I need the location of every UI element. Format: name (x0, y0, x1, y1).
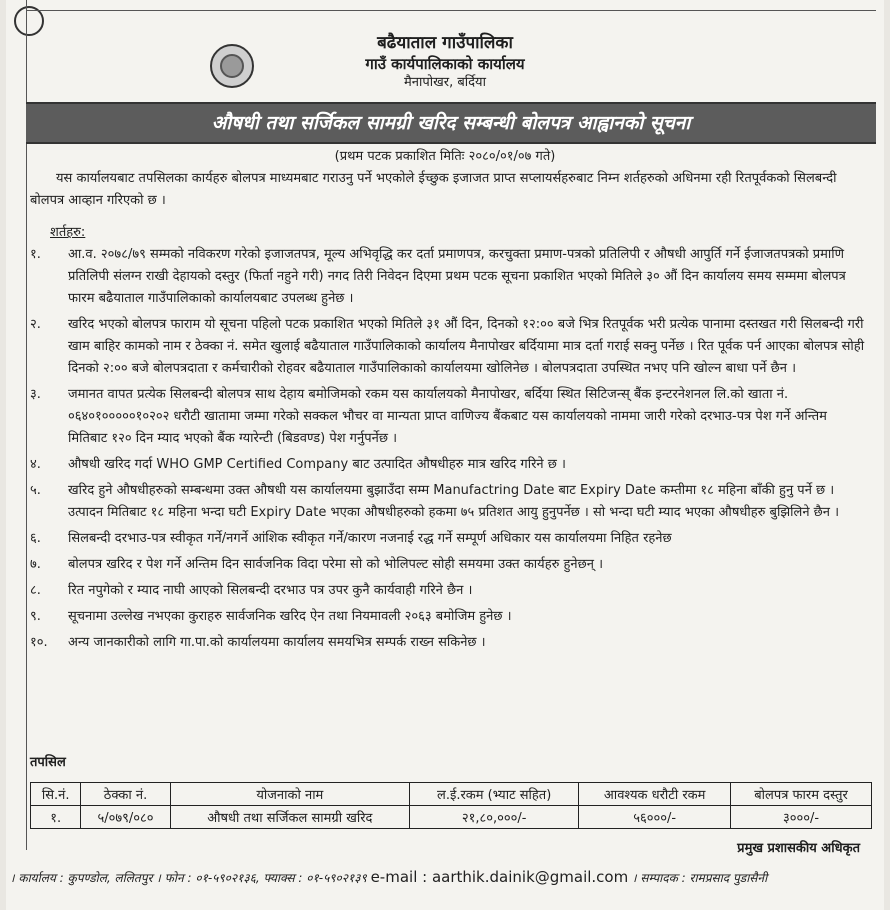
col-cost-estimate: ल.ई.रकम (भ्याट सहित) (410, 783, 579, 806)
notice-title: औषधी तथा सर्जिकल सामग्री खरिद सम्बन्धी बोलपत्र आह्वानको सूचना (26, 102, 876, 144)
col-form-fee: बोलपत्र फारम दस्तुर (731, 783, 872, 806)
notice-page (6, 0, 884, 910)
conditions-list (30, 244, 868, 658)
list-item: ५. खरिद हुने औषधीहरुको सम्बन्धमा उक्त औषधी यस कार्यालयमा बुझाउँदा सम्म Manufactring Date बाट Expiry Date कम्तीमा १८ महिना बाँकी हुनु पर्ने छ । उत्पादन मितिबाट १८ महिना भन्दा घटी Expiry Date भएका औषधीहरुको हकमा ७५ प्रतिशत आयु हुनुपर्नेछ । सो भन्दा घटी म्याद भएका औषधीहरु बुझिलिने छैन । (30, 483, 840, 520)
list-item: ६. सिलबन्दी दरभाउ-पत्र स्वीकृत गर्ने/नगर्ने आंशिक स्वीकृत गर्ने/कारण नजनाई रद्ध गर्ने सम्पूर्ण अधिकार यस कार्यालयमा निहित रहनेछ (30, 531, 672, 546)
tender-table (30, 782, 872, 829)
list-item: ४. औषधी खरिद गर्दा WHO GMP Certified Company बाट उत्पादित औषधीहरु मात्र खरिद गरिने छ । (30, 457, 566, 472)
publish-date: (प्रथम पटक प्रकाशित मितिः २०८०/०१/०७ गते) (334, 149, 556, 164)
office-header (6, 32, 884, 92)
col-contract-no: ठेक्का नं. (81, 783, 170, 806)
schedule-heading: तपसिल (30, 755, 66, 770)
list-item: ९. सूचनामा उल्लेख नभएका कुराहरु सार्वजनिक खरिद ऐन तथा नियमावली २०६३ बमोजिम हुनेछ । (30, 609, 512, 624)
col-serial: सि.नं. (31, 783, 81, 806)
intro-text: यस कार्यालयबाट तपसिलका कार्यहरु बोलपत्र माध्यमबाट गराउनु पर्ने भएकोले ईच्छुक इजाजत प्राप्त सप्लायर्सहरुबाट निम्न शर्तहरुको अधिनमा रही रितपूर्वकको सिलबन्दी बोलपत्र आव्हान गरिएको छ । (30, 171, 837, 208)
publisher-footer (6, 866, 884, 888)
office-address: मैनापोखर, बर्दिया (404, 75, 486, 90)
top-rule (26, 10, 876, 11)
list-item: १. आ.व. २०७८/७९ सम्मको नविकरण गरेको इजाजतपत्र, मूल्य अभिवृद्धि कर दर्ता प्रमाणपत्र, करचुक्ता प्रमाण-पत्रको प्रतिलिपी र औषधी आपुर्ति गर्ने ईजाजतपत्रको प्रमाणि प्रतिलिपी संलग्न राखी देहायको दस्तुर (फिर्ता नहुने गरी) नगद तिरी निवेदन दिएमा प्रथम पटक सूचना प्रकाशित भएको मितिले ३० औं दिन कार्यालय समय सम्ममा बोलपत्र फारम बढैयाताल गाउँपालिकाको कार्यालयबाट उपलब्ध हुनेछ । (30, 247, 846, 306)
footer-editor: । सम्पादक : रामप्रसाद पुडासैनी (632, 871, 768, 885)
list-item: २. खरिद भएको बोलपत्र फाराम यो सूचना पहिलो पटक प्रकाशित भएको मितिले ३१ औं दिन, दिनको १२:०० बजे भित्र रितपूर्वक भरी प्रत्येक पानामा दस्तखत गरी सिलबन्दी गरी खाम बाहिर कामको नाम र ठेक्का नं. समेत खुलाई बढैयाताल गाउँपालिकाको कार्यालय मैनापोखर बर्दियामा मात्र दर्ता गराई सक्नु पर्नेछ । रित पूर्वक पर्न आएका बोलपत्र सोही दिनको २:०० बजे बोलपत्रदाता र कर्मचारीको रोहवर बढैयाताल गाउँपालिकाको कार्यालयमा खोलिनेछ । बोलपत्रदाता उपस्थित नभए पनि खोल्न बाधा पर्ने छैन । (30, 317, 865, 376)
col-project-name: योजनाको नाम (170, 783, 409, 806)
footer-office: । कार्यालय : कुपण्डोल, ललितपुर । फोन : ०१-५९०२१३६, फ्याक्स : ०१-५९०२१३९ (10, 871, 367, 885)
signatory: प्रमुख प्रशासकीय अधिकृत (737, 841, 860, 856)
list-item: ८. रित नपुगेको र म्याद नाघी आएको सिलबन्दी दरभाउ पत्र उपर कुनै कार्यवाही गरिने छैन । (30, 583, 473, 598)
col-bid-security: आवश्यक धरौटी रकम (579, 783, 731, 806)
conditions-heading: शर्तहरु: (50, 225, 86, 240)
org-name: बढैयाताल गाउँपालिका (377, 33, 513, 53)
footer-email: e-mail : aarthik.dainik@gmail.com (370, 868, 629, 886)
list-item: १०. अन्य जानकारीको लागि गा.पा.को कार्यालयमा कार्यालय समयभित्र सम्पर्क राख्न सकिनेछ । (30, 635, 486, 650)
table-row: १. ५/०७९/०८० औषधी तथा सर्जिकल सामग्री खरिद २१,८०,०००/- ५६०००/- ३०००/- (31, 806, 872, 829)
list-item: ७. बोलपत्र खरिद र पेश गर्ने अन्तिम दिन सार्वजनिक विदा परेमा सो को भोलिपल्ट सोही समयमा उक्त कार्यहरु हुनेछन् । (30, 557, 604, 572)
intro-paragraph (30, 168, 868, 212)
office-name: गाउँ कार्यपालिकाको कार्यालय (365, 55, 525, 73)
list-item: ३. जमानत वापत प्रत्येक सिलबन्दी बोलपत्र साथ देहाय बमोजिमको रकम यस कार्यालयको मैनापोखर, बर्दिया स्थित सिटिजन्स् बैंक इन्टरनेशनल लि.को खाता नं. ०६४०१०००००१०२०२ धरौटी खातामा जम्मा गरेको सक्कल भौचर वा मान्यता प्राप्त वाणिज्य बैंकबाट यस कार्यालयको नाममा जारी गरेको दरभाउ-पत्र पेश गर्ने अन्तिम मितिबाट १२० दिन म्याद भएको बैंक ग्यारेन्टी (बिडवण्ड) पेश गर्नुपर्नेछ । (30, 387, 827, 446)
table-header-row (31, 783, 872, 806)
